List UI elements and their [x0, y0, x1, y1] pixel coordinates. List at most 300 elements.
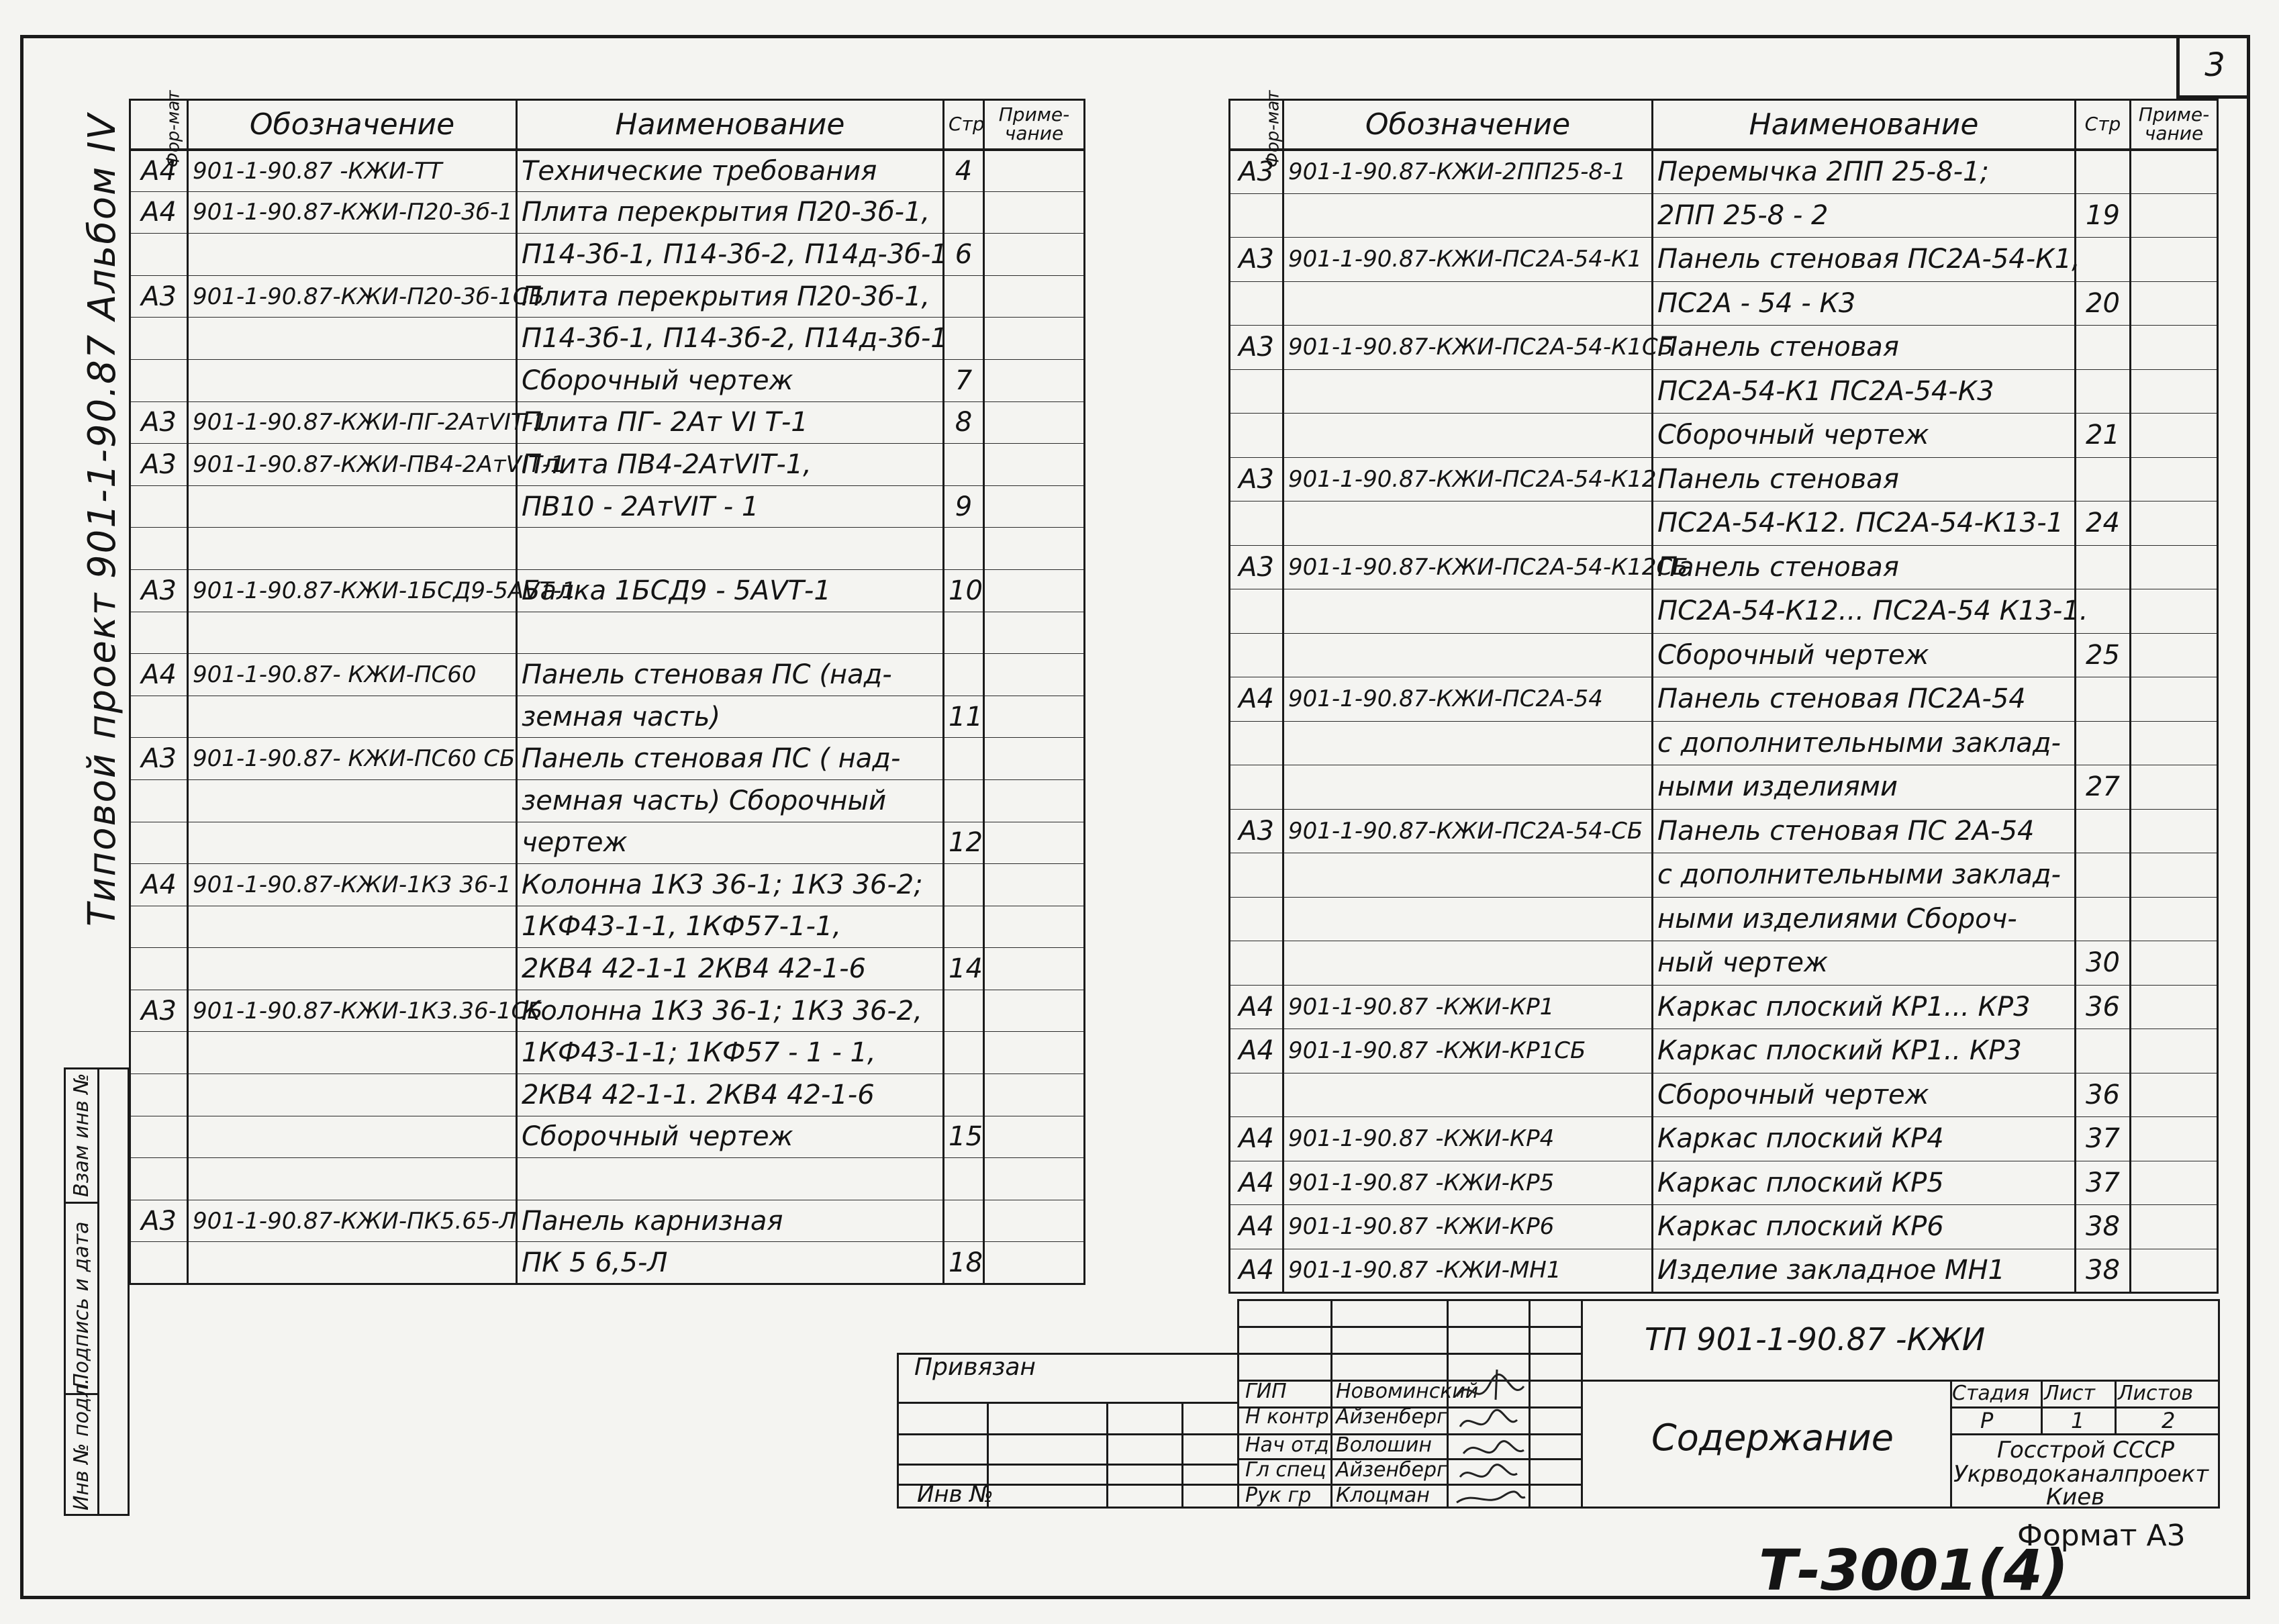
cell-note	[984, 401, 1085, 444]
table-row	[1230, 414, 2218, 458]
cell-page	[2076, 545, 2131, 589]
cell-format: А4	[1230, 1205, 1283, 1249]
table-row	[1230, 501, 2218, 546]
cell-page	[2076, 457, 2131, 501]
cell-note	[984, 864, 1085, 906]
cell-name: Сборочный чертеж	[1653, 633, 2076, 677]
cell-format	[130, 779, 188, 822]
table-row	[1230, 633, 2218, 677]
cell-designation	[1283, 414, 1653, 458]
cell-note	[2131, 941, 2218, 986]
cell-name: Сборочный чертеж	[517, 1116, 944, 1158]
cell-page: 18	[944, 1242, 984, 1284]
header-format: Фор-мат	[130, 100, 188, 150]
header-note: Приме-чание	[2131, 100, 2218, 150]
cell-designation	[1283, 193, 1653, 238]
name-n-kontr: Айзенберг	[1336, 1405, 1447, 1429]
inv-orig-cell	[66, 1378, 99, 1516]
cell-note	[984, 906, 1085, 948]
cell-designation	[188, 528, 517, 570]
table-row	[130, 359, 1085, 401]
cell-name: Панель стеновая	[1653, 545, 2076, 589]
cell-name: с дополнительными заклад-	[1653, 721, 2076, 765]
cell-designation: 901-1-90.87-КЖИ-П20-3б-1СБ	[188, 275, 517, 318]
table-row	[1230, 765, 2218, 810]
cell-name: ными изделиями Сбороч-	[1653, 897, 2076, 941]
cell-name: П14-3б-1, П14-3б-2, П14д-3б-1	[517, 318, 944, 360]
cell-note	[2131, 501, 2218, 546]
cell-name: ПВ10 - 2АтVIТ - 1	[517, 485, 944, 528]
cell-designation	[188, 234, 517, 276]
table-row	[130, 1116, 1085, 1158]
cell-name: ПС2А-54-К1 ПС2А-54-К3	[1653, 369, 2076, 414]
table-row	[1230, 809, 2218, 853]
archive-number: Т-3001(4)	[1759, 1537, 2069, 1603]
cell-note	[984, 569, 1085, 612]
cell-note	[984, 1116, 1085, 1158]
vzam-inv-label: Взам инв №	[70, 1073, 93, 1197]
cell-page	[2076, 150, 2131, 194]
cell-note	[2131, 326, 2218, 370]
cell-note	[2131, 238, 2218, 282]
cell-page: 9	[944, 485, 984, 528]
cell-designation	[1283, 281, 1653, 326]
cell-page: 37	[2076, 1161, 2131, 1205]
cell-name: Балка 1БСД9 - 5АVТ-1	[517, 569, 944, 612]
role-ruk-gr: Рук гр	[1245, 1484, 1312, 1507]
cell-name: Панель стеновая ПС (над-	[517, 654, 944, 696]
header-format: Фор-мат	[1230, 100, 1283, 150]
cell-format	[1230, 501, 1283, 546]
cell-note	[984, 654, 1085, 696]
cell-page	[944, 990, 984, 1032]
cell-note	[984, 191, 1085, 234]
cell-designation: 901-1-90.87-КЖИ-ПС2А-54-СБ	[1283, 809, 1653, 853]
table-row	[130, 569, 1085, 612]
table-row	[1230, 677, 2218, 722]
cell-name: чертеж	[517, 822, 944, 864]
cell-name: ными изделиями	[1653, 765, 2076, 810]
cell-page	[2076, 809, 2131, 853]
cell-note	[984, 444, 1085, 486]
role-nach-otd: Нач отд	[1245, 1433, 1329, 1457]
cell-designation	[188, 1116, 517, 1158]
cell-page	[2076, 853, 2131, 898]
cell-page	[944, 612, 984, 654]
cell-page: 37	[2076, 1117, 2131, 1161]
table-row	[1230, 1161, 2218, 1205]
org-line1: Госстрой СССР	[1997, 1437, 2174, 1464]
contents-table-left	[129, 90, 1085, 1285]
cell-format	[1230, 941, 1283, 986]
cell-page: 36	[2076, 985, 2131, 1029]
name-nach-otd: Волошин	[1336, 1433, 1433, 1457]
cell-format	[1230, 369, 1283, 414]
cell-note	[984, 1200, 1085, 1242]
cell-format	[130, 1242, 188, 1284]
cell-note	[2131, 193, 2218, 238]
table-row	[130, 822, 1085, 864]
cell-name	[517, 612, 944, 654]
table-row	[1230, 897, 2218, 941]
cell-designation	[1283, 369, 1653, 414]
cell-name: ПК 5 6,5-Л	[517, 1242, 944, 1284]
table-row	[1230, 985, 2218, 1029]
cell-name: Изделие закладное МН1	[1653, 1249, 2076, 1293]
cell-format	[1230, 765, 1283, 810]
cell-format	[130, 528, 188, 570]
cell-format: А4	[130, 654, 188, 696]
cell-note	[2131, 414, 2218, 458]
cell-designation: 901-1-90.87-КЖИ-1К3 36-1	[188, 864, 517, 906]
cell-designation: 901-1-90.87- КЖИ-ПС60	[188, 654, 517, 696]
cell-name: Технические требования	[517, 150, 944, 192]
cell-name: земная часть)	[517, 696, 944, 738]
stage-label: Стадия	[1952, 1382, 2030, 1405]
cell-format	[130, 359, 188, 401]
sheet-value: 1	[2071, 1408, 2085, 1433]
cell-name: Панель стеновая	[1653, 457, 2076, 501]
cell-format	[130, 696, 188, 738]
table-row	[1230, 369, 2218, 414]
cell-format: А4	[130, 191, 188, 234]
cell-page: 4	[944, 150, 984, 192]
cell-designation: 901-1-90.87 -КЖИ-ТТ	[188, 150, 517, 192]
format-label: Формат А3	[2017, 1519, 2186, 1553]
cell-name: Плита перекрытия П20-3б-1,	[517, 275, 944, 318]
cell-page: 21	[2076, 414, 2131, 458]
cell-page	[944, 275, 984, 318]
cell-page: 27	[2076, 765, 2131, 810]
table-row	[130, 234, 1085, 276]
cell-format	[1230, 1073, 1283, 1117]
table-row	[1230, 1029, 2218, 1073]
table-row	[130, 948, 1085, 990]
cell-designation: 901-1-90.87-КЖИ-ПС2А-54-К1	[1283, 238, 1653, 282]
cell-page: 10	[944, 569, 984, 612]
header-page: Стр	[944, 100, 984, 150]
table-row	[130, 779, 1085, 822]
cell-designation	[1283, 633, 1653, 677]
cell-page: 6	[944, 234, 984, 276]
name-gip: Новоминский	[1336, 1380, 1479, 1403]
cell-designation	[188, 485, 517, 528]
cell-page	[944, 191, 984, 234]
cell-format: А3	[1230, 457, 1283, 501]
header-name: Наименование	[517, 100, 944, 150]
side-stamp-strip	[64, 1067, 130, 1516]
cell-note	[2131, 1073, 2218, 1117]
cell-page: 12	[944, 822, 984, 864]
cell-name	[517, 528, 944, 570]
cell-name: Плита ПВ4-2АтVIТ-1,	[517, 444, 944, 486]
cell-name: 1КФ43-1-1; 1КФ57 - 1 - 1,	[517, 1032, 944, 1074]
cell-page: 19	[2076, 193, 2131, 238]
cell-format	[130, 906, 188, 948]
cell-note	[984, 779, 1085, 822]
name-ruk-gr: Клоцман	[1336, 1484, 1430, 1507]
cell-note	[2131, 809, 2218, 853]
cell-format: А3	[1230, 238, 1283, 282]
cell-note	[2131, 677, 2218, 722]
cell-page: 20	[2076, 281, 2131, 326]
cell-format	[130, 485, 188, 528]
table-row	[130, 1074, 1085, 1116]
contents-table-right	[1228, 90, 2219, 1294]
header-designation: Обозначение	[1283, 100, 1653, 150]
cell-designation: 901-1-90.87-КЖИ-ПС2А-54-К12	[1283, 457, 1653, 501]
table-row	[130, 864, 1085, 906]
cell-format: А3	[130, 444, 188, 486]
cell-name: 2ПП 25-8 - 2	[1653, 193, 2076, 238]
table-row	[130, 612, 1085, 654]
cell-designation	[1283, 501, 1653, 546]
inv-no-label: Инв №	[917, 1481, 993, 1508]
table-row	[130, 696, 1085, 738]
name-gl-spec: Айзенберг	[1336, 1458, 1447, 1482]
cell-note	[984, 359, 1085, 401]
table-row	[130, 1242, 1085, 1284]
table-row	[130, 150, 1085, 192]
cell-page	[2076, 238, 2131, 282]
cell-format	[1230, 589, 1283, 634]
cell-designation	[1283, 589, 1653, 634]
cell-designation: 901-1-90.87 -КЖИ-КР1	[1283, 985, 1653, 1029]
cell-note	[984, 1242, 1085, 1284]
cell-designation	[188, 318, 517, 360]
cell-designation	[1283, 853, 1653, 898]
cell-page: 8	[944, 401, 984, 444]
table-row	[130, 275, 1085, 318]
table-row	[130, 654, 1085, 696]
cell-page: 15	[944, 1116, 984, 1158]
cell-format	[130, 1116, 188, 1158]
cell-format	[130, 1074, 188, 1116]
cell-name: Каркас плоский КР4	[1653, 1117, 2076, 1161]
table-row	[1230, 1249, 2218, 1293]
cell-designation: 901-1-90.87 -КЖИ-КР1СБ	[1283, 1029, 1653, 1073]
org-line3: Киев	[2046, 1484, 2105, 1511]
privyazan-label: Привязан	[914, 1353, 1036, 1381]
cell-page	[944, 864, 984, 906]
cell-page	[944, 738, 984, 780]
cell-name: Панель стеновая ПС 2А-54	[1653, 809, 2076, 853]
cell-format: А4	[1230, 1029, 1283, 1073]
cell-designation: 901-1-90.87-КЖИ-ПС2А-54-К12СБ	[1283, 545, 1653, 589]
cell-name: П14-3б-1, П14-3б-2, П14д-3б-1	[517, 234, 944, 276]
cell-designation: 901-1-90.87 -КЖИ-КР6	[1283, 1205, 1653, 1249]
cell-format: А3	[130, 569, 188, 612]
cell-format: А4	[130, 150, 188, 192]
cell-page	[2076, 369, 2131, 414]
inv-orig-label: Инв № подл.	[70, 1378, 93, 1511]
cell-format: А3	[1230, 150, 1283, 194]
handwritten-signatures	[1450, 1363, 1531, 1511]
cell-page	[2076, 721, 2131, 765]
album-label: Типовой проект 901-1-90.87 Альбом IV	[81, 113, 124, 926]
cell-page: 38	[2076, 1249, 2131, 1293]
sign-date-cell	[66, 1204, 99, 1395]
cell-name: Каркас плоский КР5	[1653, 1161, 2076, 1205]
cell-designation: 901-1-90.87-КЖИ-ПГ-2АтVIТ-1	[188, 401, 517, 444]
table-row	[1230, 457, 2218, 501]
table-row	[1230, 1117, 2218, 1161]
cell-note	[2131, 633, 2218, 677]
cell-designation: 901-1-90.87-КЖИ-ПВ4-2АтVIТ-1	[188, 444, 517, 486]
table-row	[1230, 326, 2218, 370]
cell-format: А3	[1230, 545, 1283, 589]
cell-page	[944, 1200, 984, 1242]
cell-note	[2131, 1161, 2218, 1205]
cell-note	[984, 485, 1085, 528]
cell-name: Плита ПГ- 2Ат VI Т-1	[517, 401, 944, 444]
cell-note	[984, 696, 1085, 738]
cell-name: ный чертеж	[1653, 941, 2076, 986]
cell-format	[130, 1032, 188, 1074]
sign-date-label: Подпись и дата	[70, 1221, 93, 1388]
cell-page: 7	[944, 359, 984, 401]
table-row	[1230, 150, 2218, 194]
cell-note	[2131, 721, 2218, 765]
cell-format: А3	[130, 738, 188, 780]
cell-designation: 901-1-90.87-КЖИ-1К3.36-1СБ	[188, 990, 517, 1032]
cell-name: ПС2А-54-К12... ПС2А-54 К13-1.	[1653, 589, 2076, 634]
table-row	[130, 528, 1085, 570]
cell-page	[2076, 1029, 2131, 1073]
cell-note	[2131, 369, 2218, 414]
cell-name: Панель стеновая ПС2А-54-К1,	[1653, 238, 2076, 282]
cell-note	[2131, 853, 2218, 898]
table-row	[130, 990, 1085, 1032]
cell-designation	[188, 1158, 517, 1200]
cell-name: Плита перекрытия П20-3б-1,	[517, 191, 944, 234]
cell-designation: 901-1-90.87- КЖИ-ПС60 СБ	[188, 738, 517, 780]
cell-name: Каркас плоский КР1... КР3	[1653, 985, 2076, 1029]
cell-note	[984, 318, 1085, 360]
cell-format	[1230, 414, 1283, 458]
table-row	[130, 485, 1085, 528]
cell-format	[1230, 853, 1283, 898]
table-row	[130, 1032, 1085, 1074]
table-row	[130, 906, 1085, 948]
cell-page: 14	[944, 948, 984, 990]
cell-page	[944, 318, 984, 360]
role-n-kontr: Н контр	[1245, 1405, 1329, 1429]
cell-note	[984, 1032, 1085, 1074]
cell-designation: 901-1-90.87-КЖИ-П20-3б-1	[188, 191, 517, 234]
cell-designation	[188, 906, 517, 948]
document-code: ТП 901-1-90.87 -КЖИ	[1645, 1321, 1986, 1357]
role-gl-spec: Гл спец	[1245, 1458, 1326, 1482]
cell-name: Сборочный чертеж	[1653, 1073, 2076, 1117]
cell-page	[944, 779, 984, 822]
vzam-inv-cell	[66, 1069, 99, 1204]
cell-format	[1230, 281, 1283, 326]
table-row	[1230, 1205, 2218, 1249]
cell-designation	[188, 612, 517, 654]
cell-page	[944, 1158, 984, 1200]
cell-designation: 901-1-90.87 -КЖИ-КР4	[1283, 1117, 1653, 1161]
cell-note	[984, 948, 1085, 990]
org-line2: Укрводоканалпроект	[1953, 1461, 2209, 1488]
cell-format: А4	[1230, 985, 1283, 1029]
cell-name: ПС2А - 54 - К3	[1653, 281, 2076, 326]
cell-designation	[188, 1032, 517, 1074]
role-gip: ГИП	[1245, 1380, 1287, 1403]
table-row	[1230, 545, 2218, 589]
table-row	[130, 444, 1085, 486]
cell-note	[2131, 765, 2218, 810]
header-note: Приме-чание	[984, 100, 1085, 150]
cell-note	[984, 528, 1085, 570]
cell-designation: 901-1-90.87-КЖИ-ПС2А-54	[1283, 677, 1653, 722]
cell-note	[2131, 1205, 2218, 1249]
cell-page: 36	[2076, 1073, 2131, 1117]
cell-note	[984, 990, 1085, 1032]
table-row	[1230, 589, 2218, 634]
table-row	[130, 318, 1085, 360]
cell-designation	[188, 822, 517, 864]
cell-name: Каркас плоский КР6	[1653, 1205, 2076, 1249]
cell-page	[2076, 677, 2131, 722]
cell-note	[984, 150, 1085, 192]
document-title: Содержание	[1651, 1417, 1894, 1459]
cell-format	[130, 234, 188, 276]
cell-format: А4	[1230, 677, 1283, 722]
cell-page	[2076, 326, 2131, 370]
cell-format	[130, 612, 188, 654]
cell-name: Сборочный чертеж	[517, 359, 944, 401]
cell-designation: 901-1-90.87-КЖИ-ПС2А-54-К1СБ	[1283, 326, 1653, 370]
cell-note	[984, 234, 1085, 276]
cell-designation	[1283, 721, 1653, 765]
cell-page: 25	[2076, 633, 2131, 677]
cell-designation	[188, 779, 517, 822]
cell-name: Панель стеновая ПС2А-54	[1653, 677, 2076, 722]
cell-designation	[188, 1242, 517, 1284]
cell-designation	[188, 696, 517, 738]
table-row	[130, 738, 1085, 780]
cell-page	[2076, 897, 2131, 941]
cell-note	[984, 1158, 1085, 1200]
cell-format: А3	[130, 1200, 188, 1242]
stage-value: Р	[1980, 1408, 1994, 1433]
cell-name: Каркас плоский КР1.. КР3	[1653, 1029, 2076, 1073]
cell-format: А4	[1230, 1161, 1283, 1205]
cell-designation: 901-1-90.87-КЖИ-2ПП25-8-1	[1283, 150, 1653, 194]
cell-page: 30	[2076, 941, 2131, 986]
cell-designation	[188, 1074, 517, 1116]
table-row	[1230, 238, 2218, 282]
sheet-label: Лист	[2044, 1382, 2096, 1405]
cell-name: Колонна 1К3 36-1; 1К3 36-2,	[517, 990, 944, 1032]
cell-name: 1КФ43-1-1, 1КФ57-1-1,	[517, 906, 944, 948]
cell-name: Сборочный чертеж	[1653, 414, 2076, 458]
cell-page	[944, 528, 984, 570]
cell-note	[984, 275, 1085, 318]
cell-designation	[188, 948, 517, 990]
cell-note	[984, 1074, 1085, 1116]
cell-name: 2КВ4 42-1-1. 2КВ4 42-1-6	[517, 1074, 944, 1116]
cell-format: А3	[130, 990, 188, 1032]
cell-page: 24	[2076, 501, 2131, 546]
cell-format	[1230, 633, 1283, 677]
cell-note	[984, 738, 1085, 780]
table-row	[1230, 853, 2218, 898]
table-row	[130, 1200, 1085, 1242]
cell-name: земная часть) Сборочный	[517, 779, 944, 822]
cell-note	[2131, 150, 2218, 194]
